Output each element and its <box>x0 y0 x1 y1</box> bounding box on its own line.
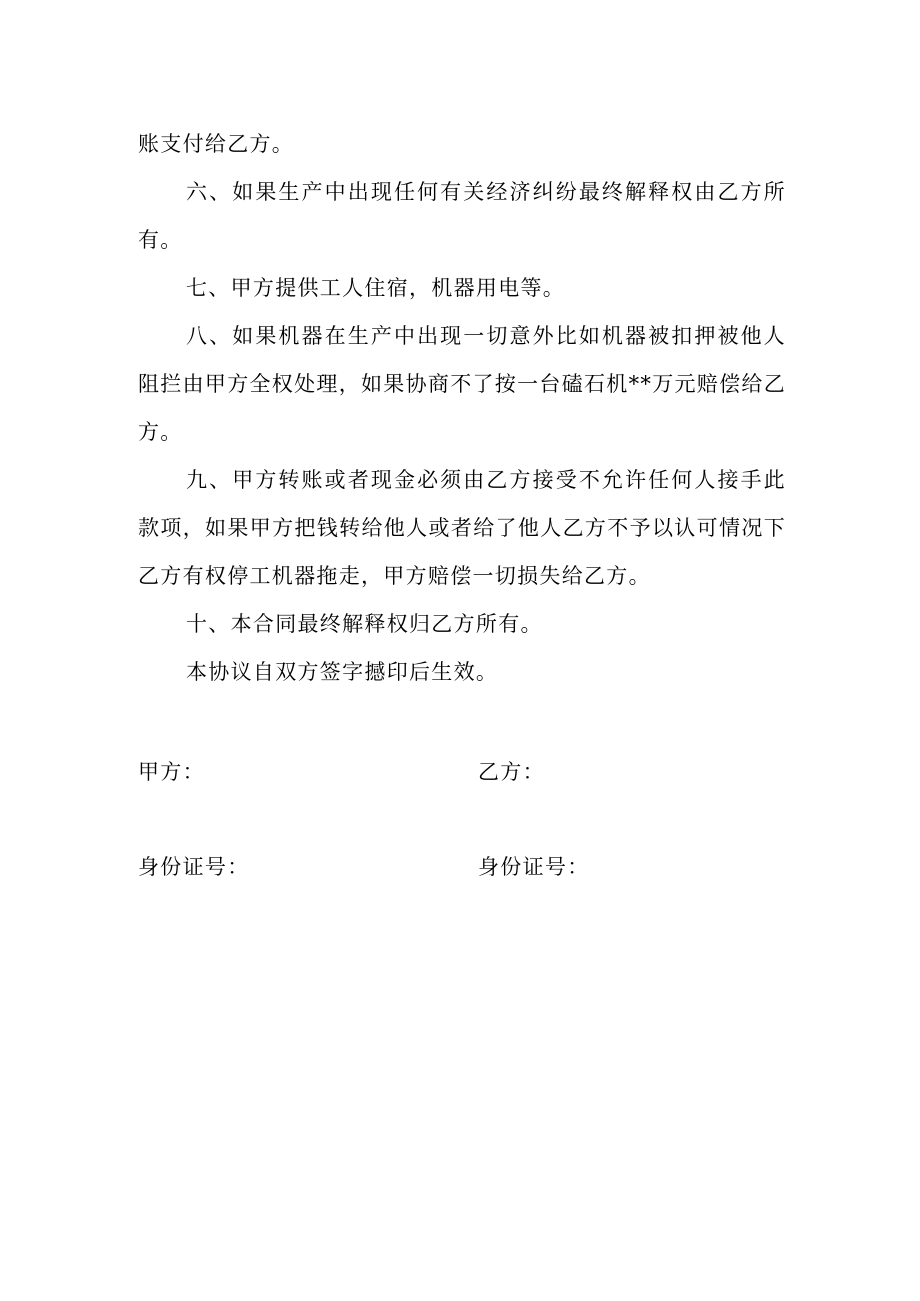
party-b-id-label: 身份证号： <box>478 855 590 879</box>
clause-8: 八、如果机器在生产中出现一切意外比如机器被扣押被他人阻拦由甲方全权处理，如果协商不了按一台磕石机**万元赔偿给乙方。 <box>138 324 786 444</box>
party-a-label: 甲方： <box>138 760 205 784</box>
clause-10: 十、本合同最终解释权归乙方所有。 <box>186 612 543 636</box>
effective-clause: 本协议自双方签字撼印后生效。 <box>186 660 499 684</box>
clause-7: 七、甲方提供工人住宿，机器用电等。 <box>186 276 566 300</box>
paragraph-continuation: 账支付给乙方。 <box>138 132 295 156</box>
contract-body <box>138 120 786 696</box>
party-a-id-label: 身份证号： <box>138 855 250 879</box>
clause-9: 九、甲方转账或者现金必须由乙方接受不允许任何人接手此款项，如果甲方把钱转给他人或者给了他人乙方不予以认可情况下乙方有权停工机器拖走，甲方赔偿一切损失给乙方。 <box>138 468 786 588</box>
clause-6: 六、如果生产中出现任何有关经济纠纷最终解释权由乙方所有。 <box>138 180 786 252</box>
party-b-label: 乙方： <box>478 760 545 784</box>
